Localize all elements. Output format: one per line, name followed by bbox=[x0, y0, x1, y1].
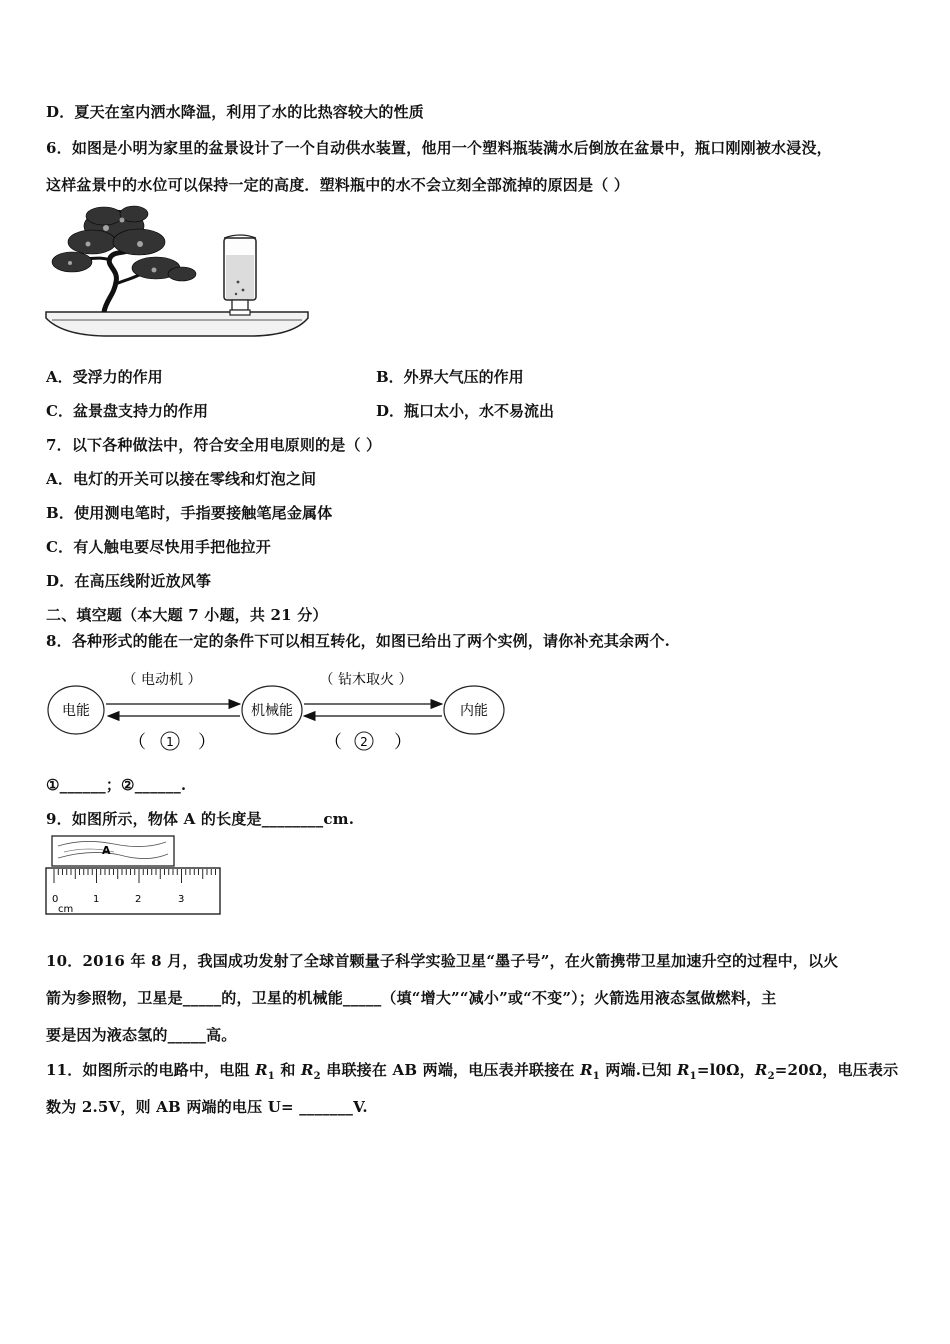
tick-3: 3 bbox=[178, 894, 185, 905]
q10-line2: 箭为参照物，卫星是_____的，卫星的机械能_____（填“增大”“减小”或“不变”）；火箭选用液态氢做燃料，主 bbox=[46, 989, 777, 1007]
top1-label: （ 电动机 ） bbox=[122, 672, 202, 688]
q6-stem-line1: 6．如图是小明为家里的盆景设计了一个自动供水装置，他用一个塑料瓶装满水后倒放在盆景中，瓶口刚刚被水浸没， bbox=[46, 139, 832, 157]
top2-label: （ 钻木取火 ） bbox=[319, 672, 413, 688]
q5-option-d: D．夏天在室内洒水降温，利用了水的比热容较大的性质 bbox=[46, 103, 425, 121]
q7-option-b: B．使用测电笔时，手指要接触笔尾金属体 bbox=[46, 504, 333, 522]
q10-line1: 10．2016 年 8 月，我国成功发射了全球首颗量子科学实验卫星“墨子号”，在火箭携带卫星加速升空的过程中，以火 bbox=[46, 952, 839, 970]
tick-1: 1 bbox=[93, 894, 100, 905]
object-a-label: A bbox=[102, 844, 111, 857]
q6-option-a: A．受浮力的作用 bbox=[46, 368, 163, 386]
q7-option-c: C．有人触电要尽快用手把他拉开 bbox=[46, 538, 271, 556]
section-2-heading: 二、填空题（本大题 7 小题，共 21 分） bbox=[46, 606, 328, 624]
tray-shape bbox=[46, 312, 308, 336]
bot1-open: （ bbox=[128, 732, 146, 753]
q8-answer-blanks: ①______；②______. bbox=[46, 776, 187, 794]
q7-option-d: D．在高压线附近放风筝 bbox=[46, 572, 212, 590]
node1-label: 电能 bbox=[62, 703, 90, 719]
ruler-unit: cm bbox=[58, 904, 74, 915]
tree-foliage bbox=[52, 206, 196, 281]
q7-option-a: A．电灯的开关可以接在零线和灯泡之间 bbox=[46, 470, 317, 488]
ruler-figure bbox=[44, 834, 224, 918]
q6-stem-line2: 这样盆景中的水位可以保持一定的高度．塑料瓶中的水不会立刻全部流掉的原因是（ ） bbox=[46, 176, 630, 194]
node3-label: 内能 bbox=[460, 703, 488, 719]
bonsai-water-supply-figure bbox=[44, 200, 312, 346]
bot2-open: （ bbox=[324, 732, 342, 753]
q11-line1: 11．如图所示的电路中，电阻 $R_1$ 和 $R_2$ 串联接在 AB 两端，电压表并联接在 $R_1$ 两端.已知 $R_1=l0\Omega$，$R_2=20\Omega$，电压表示 bbox=[46, 1061, 899, 1082]
bot2-num: 2 bbox=[360, 735, 368, 749]
q10-line3: 要是因为液态氢的_____高。 bbox=[46, 1026, 237, 1044]
q6-option-b: B．外界大气压的作用 bbox=[376, 368, 524, 386]
q7-stem: 7．以下各种做法中，符合安全用电原则的是（ ） bbox=[46, 436, 382, 454]
q8-stem: 8．各种形式的能在一定的条件下可以相互转化，如图已给出了两个实例，请你补充其余两个. bbox=[46, 632, 671, 650]
energy-conversion-diagram bbox=[44, 660, 514, 760]
tick-0: 0 bbox=[52, 894, 59, 905]
q9-stem: 9．如图所示，物体 A 的长度是________cm. bbox=[46, 810, 355, 828]
tick-2: 2 bbox=[135, 894, 142, 905]
q6-option-d: D．瓶口太小，水不易流出 bbox=[376, 402, 555, 420]
q6-option-c: C．盆景盘支持力的作用 bbox=[46, 402, 208, 420]
bot1-num: 1 bbox=[166, 735, 174, 749]
node2-label: 机械能 bbox=[251, 703, 293, 719]
bot1-close: ） bbox=[198, 732, 216, 753]
q11-line2: 数为 2.5V，则 AB 两端的电压 U= _______V. bbox=[46, 1098, 368, 1116]
bot2-close: ） bbox=[394, 732, 412, 753]
